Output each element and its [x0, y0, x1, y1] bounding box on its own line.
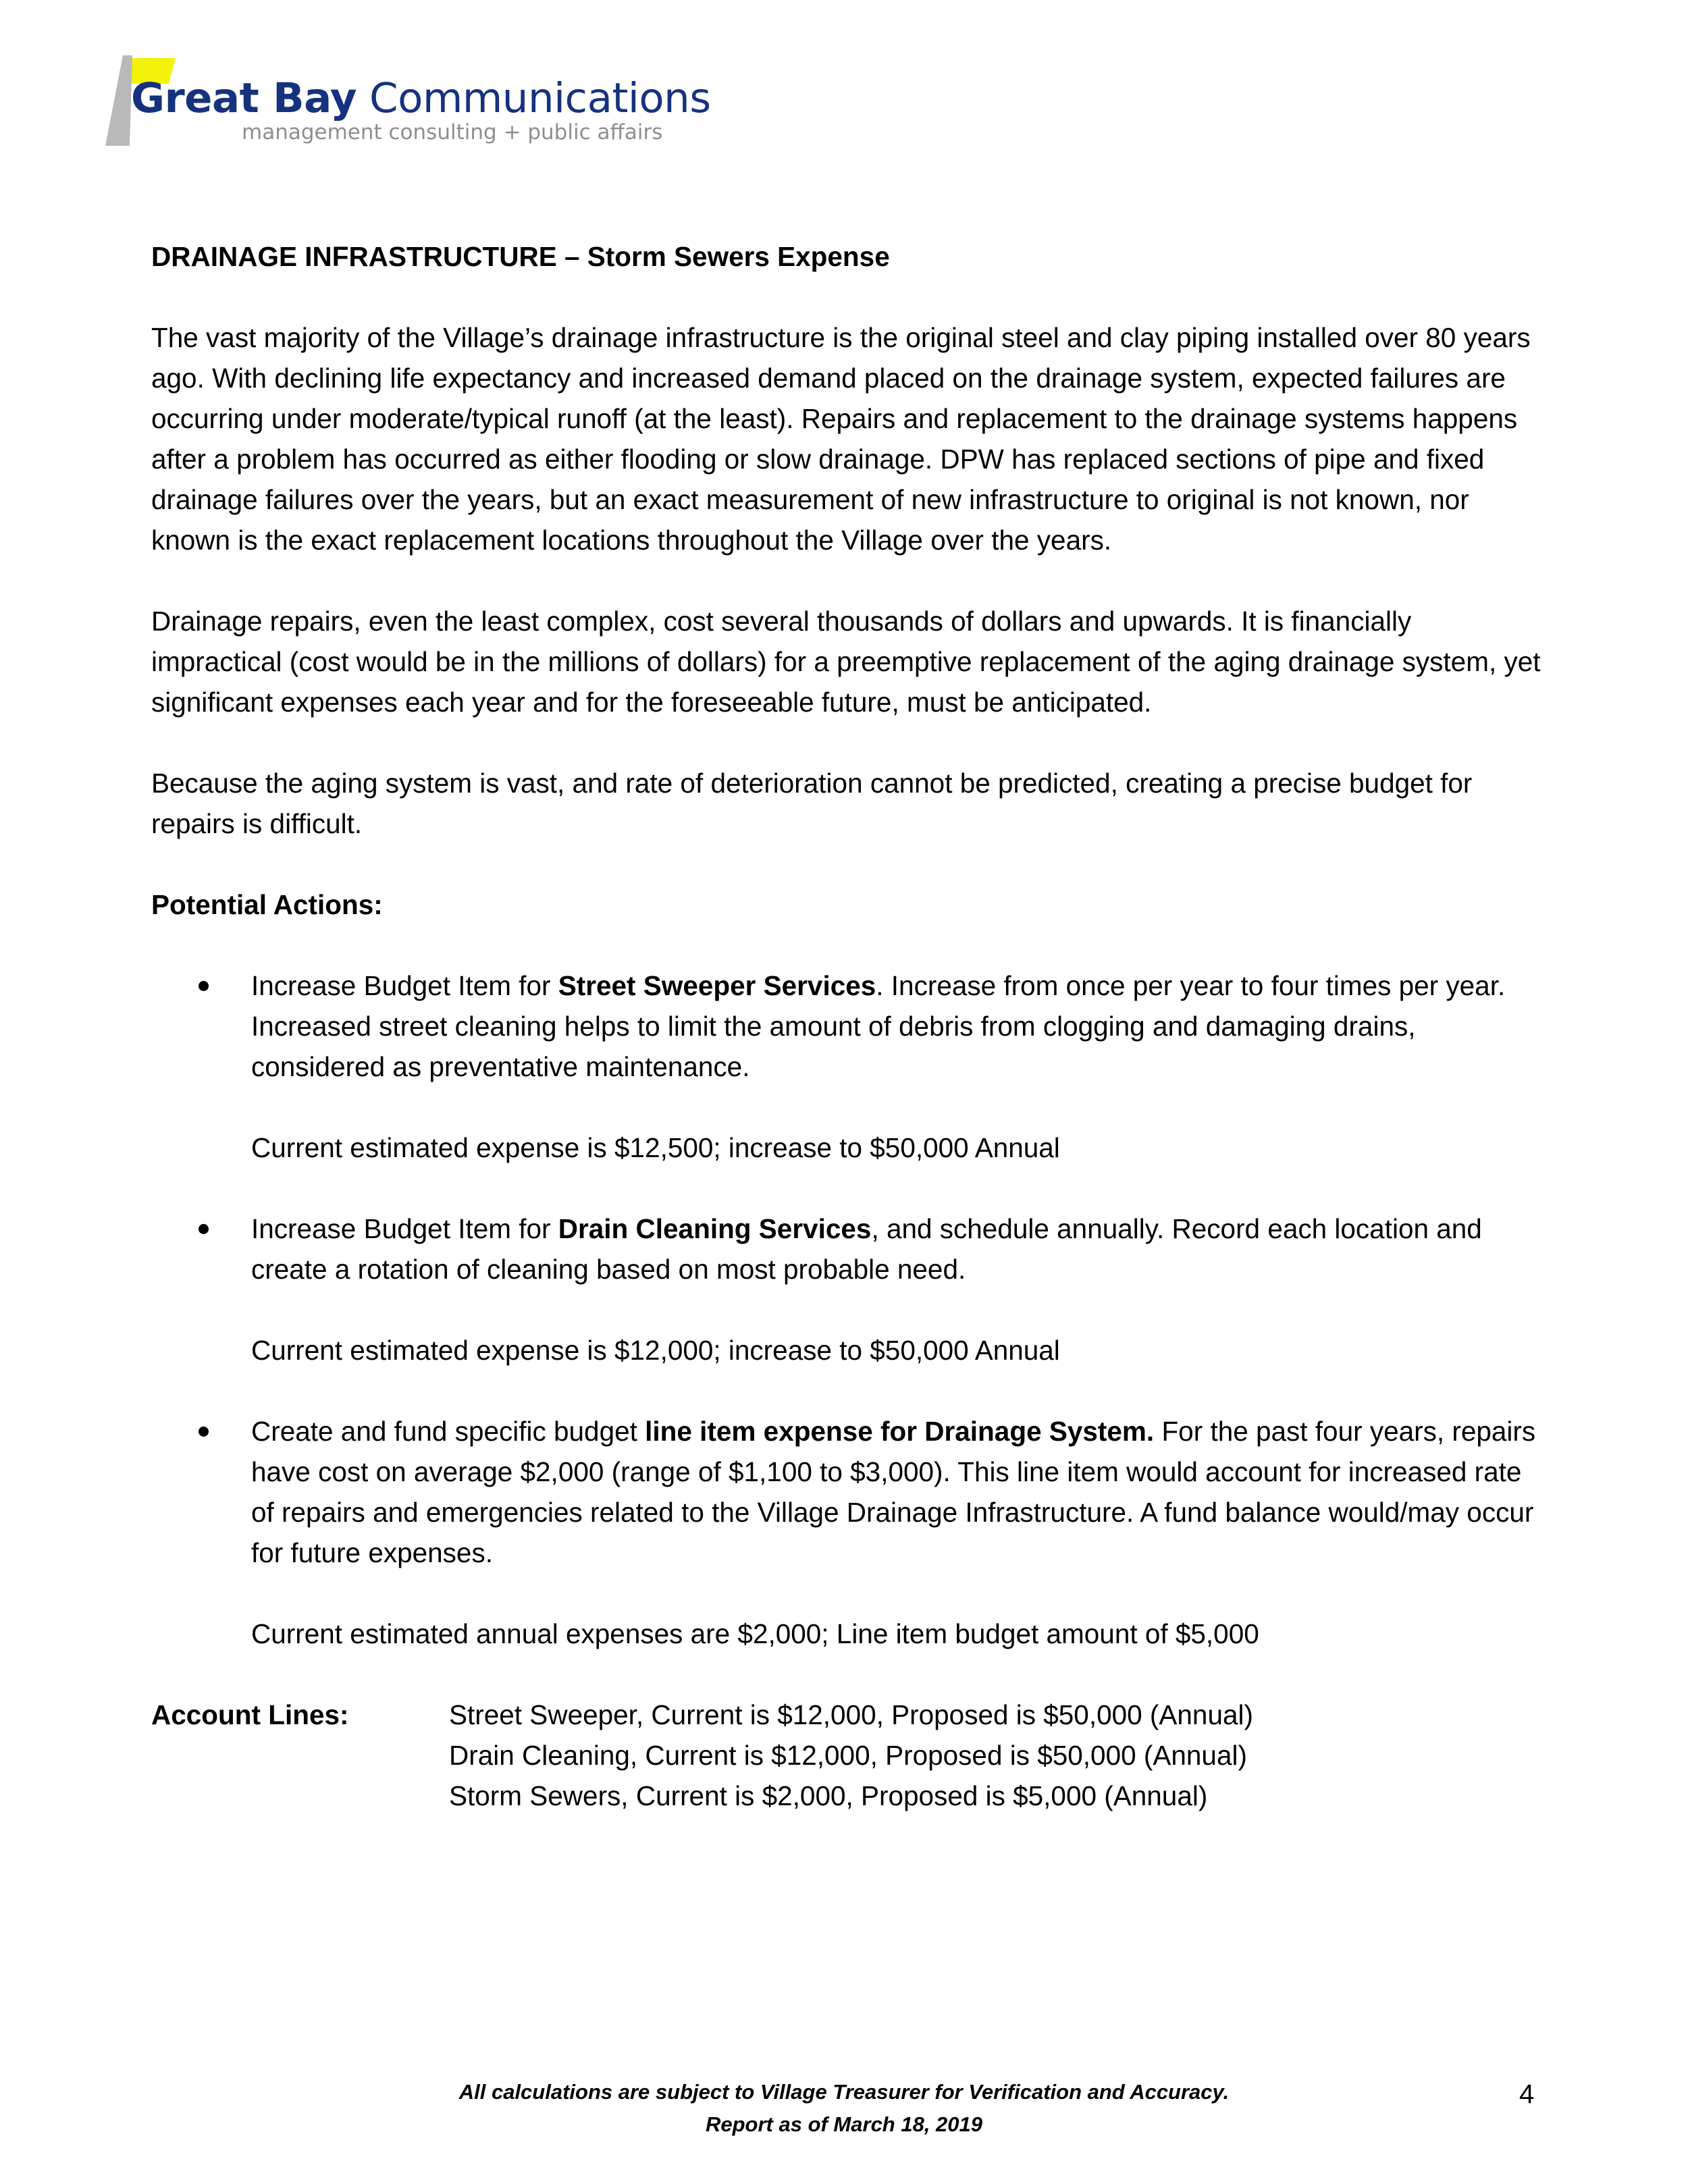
- company-logo: [103, 54, 711, 155]
- account-lines-section: [151, 1695, 1542, 1816]
- bullet-icon: [199, 981, 209, 991]
- account-lines-label: Account Lines:: [151, 1699, 349, 1730]
- action-bold-text: line item expense for Drainage System.: [645, 1416, 1155, 1447]
- paragraph: Drainage repairs, even the least complex, cost several thousands of dollars and upwards. It is financially impractical (cost would be in the millions of dollars) for a preemptive replacement of the aging drainage system, yet significant expenses each year and for the foreseeable future, must be anticipated.: [151, 606, 1541, 718]
- paragraph: The vast majority of the Village’s drainage infrastructure is the original steel and clay piping installed over 80 years ago. With declining life expectancy and increased demand placed on the drainage system, expected failures are occurring under moderate/typical runoff (at the least). Repairs and replacement to the drainage systems happens after a problem has occurred as either flooding or slow drainage. DPW has replaced sections of pipe and fixed drainage failures over the years, but an exact measurement of new infrastructure to original is not known, nor known is the exact replacement locations throughout the Village over the years.: [151, 322, 1531, 556]
- bullet-icon: [199, 1427, 209, 1437]
- action-text: Increase Budget Item for: [251, 1213, 558, 1244]
- action-text: Create and fund specific budget: [251, 1416, 645, 1447]
- actions-heading: Potential Actions:: [151, 889, 383, 920]
- account-lines-list: [449, 1695, 1542, 1816]
- document-title: DRAINAGE INFRASTRUCTURE – Storm Sewers Expense: [151, 241, 890, 272]
- page-footer: [0, 2076, 1688, 2141]
- logo-gray-shape: [105, 55, 132, 146]
- paragraph: Because the aging system is vast, and rate of deterioration cannot be predicted, creating a precise budget for repairs is difficult.: [151, 768, 1473, 839]
- action-bold-text: Drain Cleaning Services: [558, 1213, 872, 1244]
- action-bold-text: Street Sweeper Services: [558, 970, 876, 1001]
- action-text: , and schedule annually. Record each location and create a rotation of cleaning based on most probable need.: [251, 1213, 1482, 1285]
- footer-date: Report as of March 18, 2019: [705, 2112, 983, 2136]
- document-body: [151, 236, 1542, 1816]
- bullet-icon: [199, 1224, 209, 1234]
- account-line: Street Sweeper, Current is $12,000, Proposed is $50,000 (Annual): [449, 1699, 1253, 1730]
- action-estimate: Current estimated expense is $12,000; increase to $50,000 Annual: [251, 1335, 1060, 1366]
- action-estimate: Current estimated expense is $12,500; increase to $50,000 Annual: [251, 1132, 1060, 1163]
- account-line: Drain Cleaning, Current is $12,000, Proposed is $50,000 (Annual): [449, 1740, 1247, 1771]
- action-item: [151, 965, 1542, 1168]
- footer-note: All calculations are subject to Village Treasurer for Verification and Accuracy.: [458, 2080, 1230, 2104]
- action-estimate: Current estimated annual expenses are $2,000; Line item budget amount of $5,000: [251, 1618, 1259, 1649]
- action-description: [251, 1208, 1542, 1289]
- action-description: [251, 1411, 1542, 1573]
- logo-name-bold: Great Bay: [131, 74, 357, 122]
- logo-wordmark: [131, 74, 711, 122]
- logo-tagline: management consulting + public affairs: [242, 120, 663, 144]
- action-description: [251, 965, 1542, 1087]
- account-line: Storm Sewers, Current is $2,000, Proposed is $5,000 (Annual): [449, 1780, 1208, 1811]
- action-item: [151, 1208, 1542, 1370]
- logo-name-rest: Communications: [369, 74, 711, 122]
- page-number: 4: [1519, 2079, 1535, 2109]
- action-item: [151, 1411, 1542, 1654]
- action-text: . Increase from once per year to four times per year. Increased street cleaning helps to limit the amount of debris from clogging and damaging drains, considered as preventative maintenance.: [251, 970, 1506, 1082]
- action-text: For the past four years, repairs have cost on average $2,000 (range of $1,100 to $3,000). This line item would account for increased rate of repairs and emergencies related to the Village Drainage Infrastructure. A fund balance would/may occur for future expenses.: [251, 1416, 1536, 1568]
- action-text: Increase Budget Item for: [251, 970, 558, 1001]
- actions-list: [151, 965, 1542, 1654]
